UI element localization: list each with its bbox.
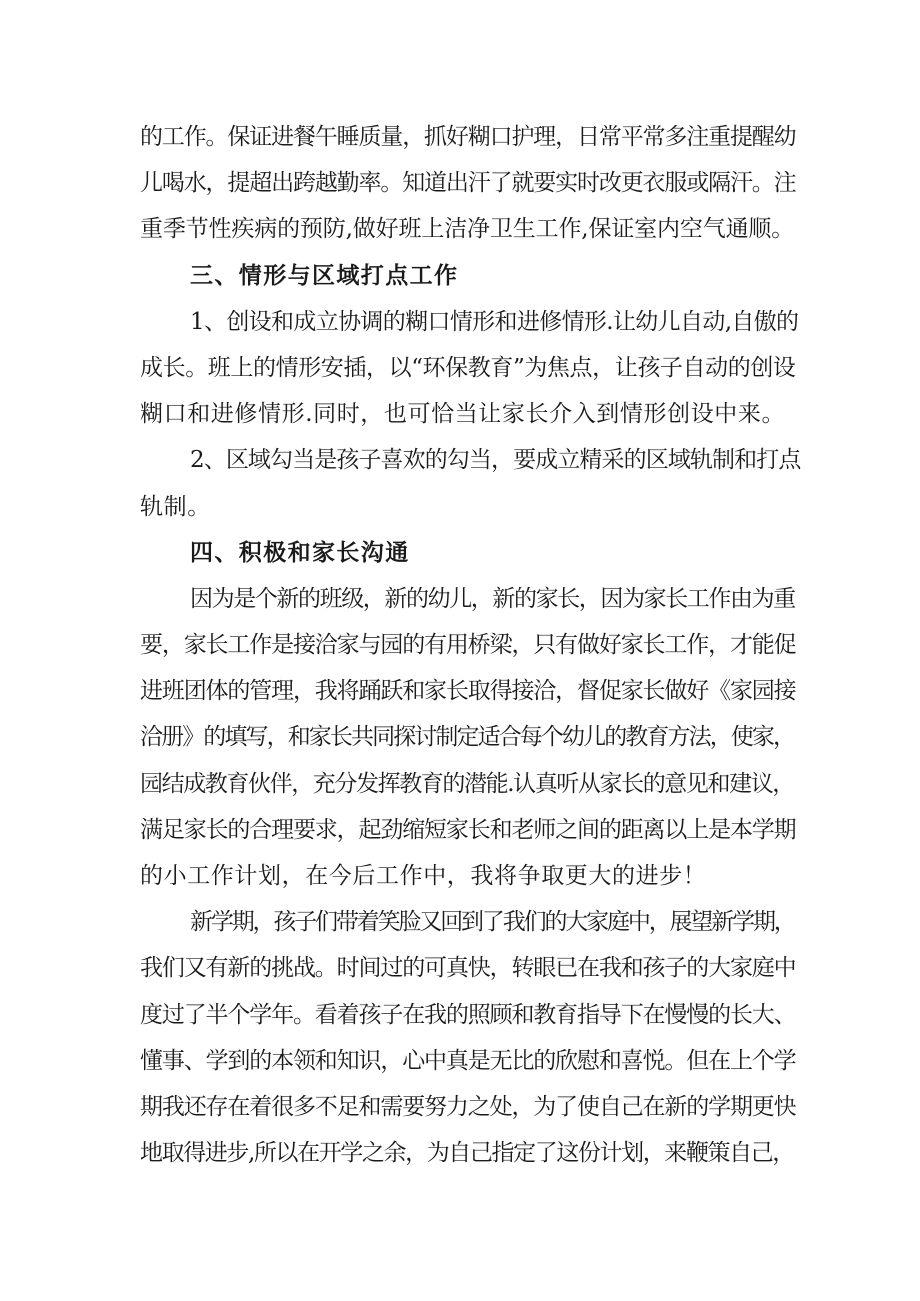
section-heading-4: 四、积极和家长沟通 (190, 538, 410, 566)
body-line: 重季节性疾病的预防,做好班上洁净卫生工作,保证室内空气通顺。 (140, 216, 795, 243)
paragraph-first-line: 因为是个新的班级，新的幼儿，新的家长，因为家长工作由为重 (190, 585, 795, 612)
body-line: 园结成教育伙伴，充分发挥教育的潜能.认真听从家长的意见和建议， (140, 770, 794, 797)
body-line: 我们又有新的挑战。时间过的可真快，转眼已在我和孩子的大家庭中 (140, 955, 796, 982)
body-line: 期我还存在着很多不足和需要努力之处，为了使自己在新的学期更快 (140, 1093, 796, 1120)
body-line: 糊口和进修情形.同时，也可恰当让家长介入到情形创设中来。 (140, 401, 786, 428)
body-line: 度过了半个学年。看着孩子在我的照顾和教育指导下在慢慢的长大、 (140, 1001, 796, 1028)
body-line: 懂事、学到的本领和知识，心中真是无比的欣慰和喜悦。但在上个学 (140, 1047, 796, 1074)
paragraph-first-line: 1、创设和成立协调的糊口情形和进修情形.让幼儿自动,自傲的 (190, 308, 799, 335)
paragraph-first-line: 新学期，孩子们带着笑脸又回到了我们的大家庭中，展望新学期， (190, 909, 795, 936)
body-line: 成长。班上的情形安插，以“环保教育”为焦点，让孩子自动的创设 (140, 354, 796, 381)
body-line: 满足家长的合理要求，起劲缩短家长和老师之间的距离以上是本学期 (140, 816, 796, 843)
body-line: 要，家长工作是接洽家与园的有用桥梁，只有做好家长工作，才能促 (140, 632, 796, 659)
document-page (140, 114, 800, 1176)
body-line: 轨制。 (140, 493, 211, 520)
body-line: 洽册》的填写，和家长共同探讨制定适合每个幼儿的教育方法，使家， (140, 724, 795, 751)
body-line: 儿喝水，提超出跨越勤率。知道出汗了就要实时改更衣服或隔汗。注 (140, 170, 796, 197)
section-heading-3: 三、情形与区域打点工作 (190, 261, 459, 289)
body-line: 的小工作计划，在今后工作中，我将争取更大的进步！ (140, 863, 707, 889)
paragraph-first-line: 2、区域勾当是孩子喜欢的勾当，要成立精采的区域轨制和打点 (190, 447, 801, 474)
body-line: 进班团体的管理，我将踊跃和家长取得接洽，督促家长做好《家园接 (140, 678, 796, 705)
body-line: 地取得进步,所以在开学之余，为自己指定了这份计划，来鞭策自己， (140, 1140, 794, 1167)
body-line: 的工作。保证进餐午睡质量，抓好糊口护理，日常平常多注重提醒幼 (140, 124, 796, 150)
